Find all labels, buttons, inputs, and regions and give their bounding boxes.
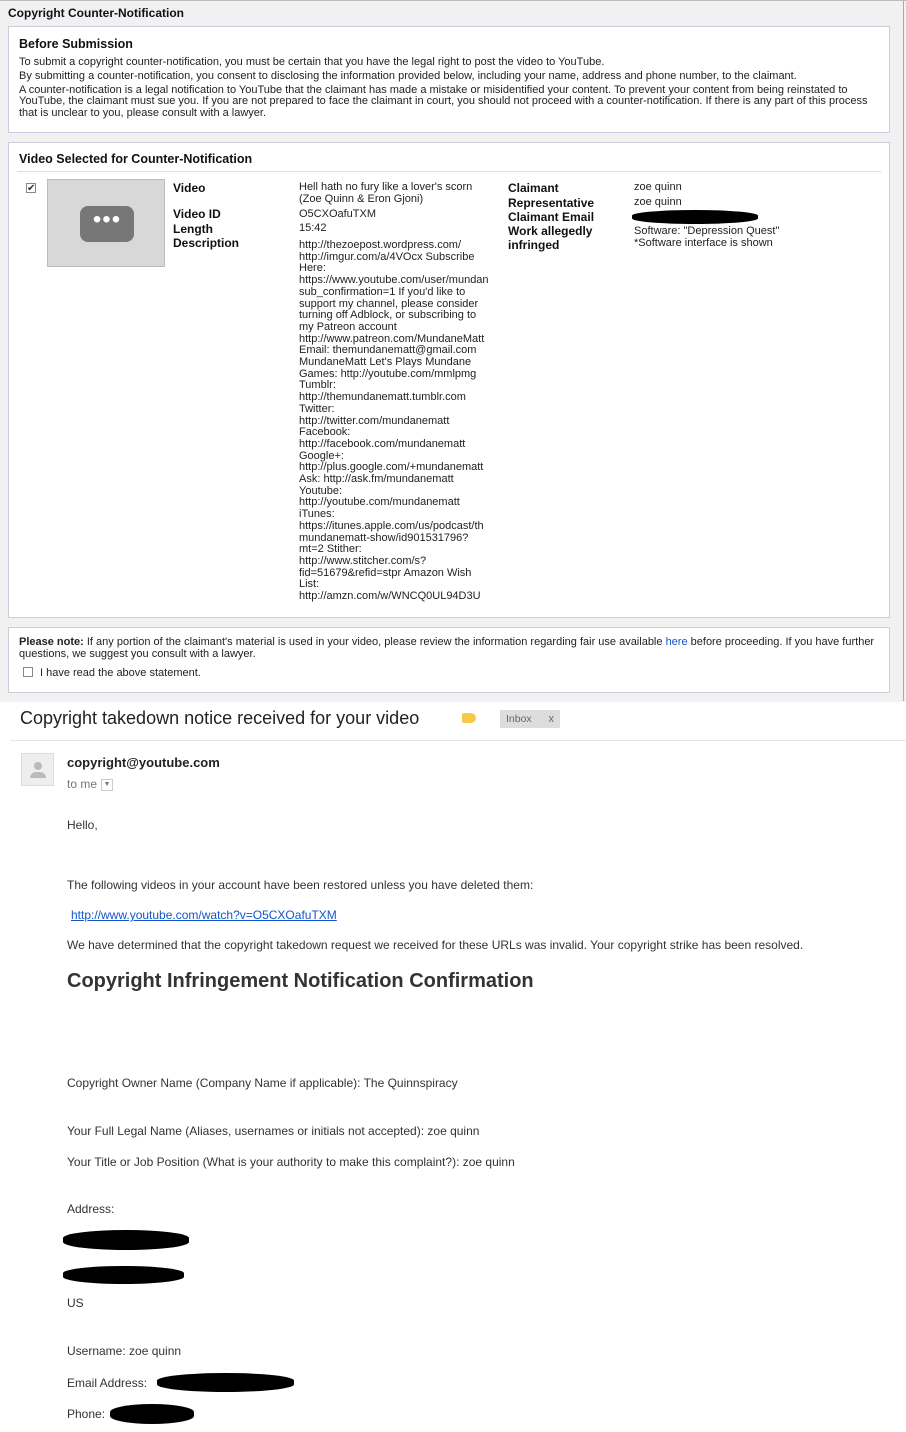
inbox-label-chip[interactable] (500, 710, 560, 728)
please-note-text-after: before proceeding. If you have further questions, we suggest you consult with a lawyer. (19, 636, 875, 660)
video-id-label: Video ID (173, 207, 221, 221)
claimant-label: Claimant (508, 181, 559, 195)
legal-name: Your Full Legal Name (Aliases, usernames or initials not accepted): zoe quinn (67, 1124, 480, 1138)
length-value: 15:42 (299, 222, 327, 234)
before-submission-heading: Before Submission (19, 37, 133, 51)
video-selected-panel (8, 142, 890, 618)
window-edge (903, 1, 904, 701)
video-url-link[interactable]: http://www.youtube.com/watch?v=O5CXOafuTXM (71, 908, 337, 922)
before-submission-text (19, 57, 875, 120)
video-title-value: Hell hath no fury like a lover's scorn (Zoe Quinn & Eron Gjoni) (299, 181, 473, 205)
divider (17, 171, 881, 172)
redaction-claimant-email (632, 210, 758, 224)
greeting: Hello, (67, 818, 98, 832)
sender-address[interactable]: copyright@youtube.com (67, 755, 220, 770)
claimant-value: zoe quinn (634, 181, 682, 193)
label-tag-icon[interactable] (462, 713, 476, 723)
please-note-text-before: If any portion of the claimant's material is used in your video, please review the information regarding fair use available (83, 636, 666, 648)
work-value-line2: *Software interface is shown (634, 237, 773, 249)
video-label: Video (173, 181, 206, 195)
counter-notification-form (0, 0, 906, 702)
video-id-value: O5CXOafuTXM (299, 208, 377, 220)
before-submission-panel (8, 26, 890, 133)
fair-use-link[interactable]: here (665, 636, 688, 648)
description-value: http://thezoepost.wordpress.com/ http://imgur.com/a/4VOcx Subscribe Here: https://www.youtube.com/user/mundan sub_confirmation=1 If you'd like to support my channel, please consider turning off Adblock, or subscribing to my Patreon account http://www.patreon.com/MundaneMatt Email: themundanematt@gmail.com MundaneMatt Let's Plays Mundane Games: http://youtube.com/mmlpmg Tumblr: http://themundanematt.tumblr.com Twitter: http://twitter.com/mundanematt Facebook: http://facebook.com/mundanematt Google+: http://plus.google.com/+mundanematt Ask: http://ask.fm/mundanematt Youtube: http://youtube.com/mundanematt iTunes: https://itunes.apple.com/us/podcast/th mundanematt-show/id901531796? mt=2 Stither: http://www.stitcher.com/s? fid=51679&refid=stpr Amazon Wish List: http://amzn.com/w/WNCQ0UL94D3U (299, 240, 489, 603)
person-icon (34, 762, 42, 770)
description-label: Description (173, 236, 240, 250)
please-note-panel (8, 627, 890, 693)
representative-label: Representative (508, 196, 595, 210)
country: US (67, 1296, 84, 1310)
redaction-phone (110, 1404, 194, 1424)
before-paragraph-1: To submit a copyright counter-notification, you must be certain that you have the legal right to post the video to YouTube. (19, 56, 605, 68)
email-address-label: Email Address: (67, 1376, 148, 1390)
work-value-line1: Software: "Depression Quest" (634, 225, 780, 237)
divider (10, 740, 906, 741)
owner-name: Copyright Owner Name (Company Name if applicable): The Quinnspiracy (67, 1076, 458, 1090)
redaction-address-line1 (63, 1230, 189, 1250)
title-position: Your Title or Job Position (What is your authority to make this complaint?): zoe quinn (67, 1155, 515, 1169)
read-statement-label: I have read the above statement. (40, 667, 201, 679)
details-dropdown-icon[interactable]: ▼ (101, 779, 113, 791)
confirmation-heading: Copyright Infringement Notification Confirmation (67, 970, 534, 992)
username: Username: zoe quinn (67, 1344, 182, 1358)
work-infringed-label: Work allegedly infringed (508, 224, 593, 252)
length-label: Length (173, 222, 213, 236)
redaction-email (157, 1373, 294, 1392)
avatar (21, 753, 54, 786)
form-title: Copyright Counter-Notification (8, 6, 184, 20)
video-selected-heading: Video Selected for Counter-Notification (19, 152, 253, 166)
claimant-email-label: Claimant Email (508, 210, 595, 224)
redaction-address-line2 (63, 1266, 184, 1284)
inbox-label-text: Inbox (506, 713, 532, 725)
please-note-bold: Please note: (19, 636, 84, 648)
please-note-text (19, 637, 875, 661)
more-icon: ••• (80, 206, 134, 242)
representative-value: zoe quinn (634, 196, 682, 208)
recipient-text: to me (67, 777, 98, 791)
email-subject: Copyright takedown notice received for your video (20, 708, 420, 728)
remove-label-icon[interactable]: x (548, 713, 554, 725)
video-thumbnail (47, 179, 165, 267)
read-statement-checkbox[interactable] (23, 667, 33, 677)
video-select-checkbox[interactable]: ✔ (27, 183, 36, 194)
recipient-line (67, 777, 113, 791)
before-paragraph-2: By submitting a counter-notification, you consent to disclosing the information provided below, including your name, address and phone number, to the claimant. (19, 69, 797, 82)
before-paragraph-3: A counter-notification is a legal notification to YouTube that the claimant has made a mistake or misidentified your content. To prevent your content from being reinstated to YouTube, the claimant must sue you. If you are not prepared to face the claimant in court, you should not proceed with a counter-notification. If there is any part of this process that is unclear to you, please consult with a lawyer. (19, 83, 868, 120)
restored-text: The following videos in your account have been restored unless you have deleted them: (67, 878, 534, 892)
address-label: Address: (67, 1202, 115, 1216)
determined-text: We have determined that the copyright takedown request we received for these URLs was invalid. Your copyright strike has been resolved. (67, 938, 804, 952)
phone-label: Phone: (67, 1407, 106, 1421)
